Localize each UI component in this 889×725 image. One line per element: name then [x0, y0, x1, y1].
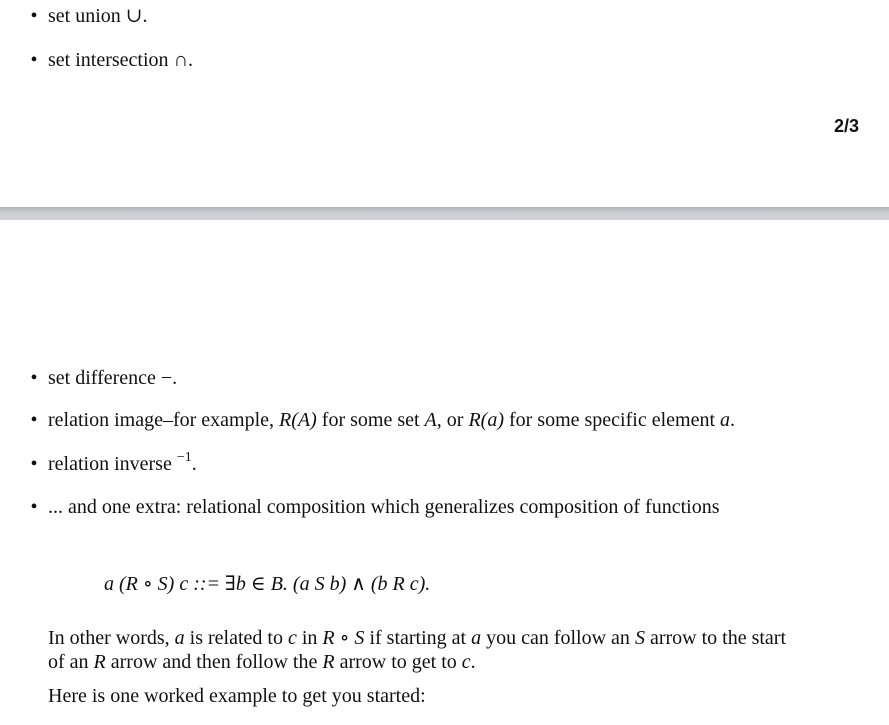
bullet-marker: • — [30, 453, 38, 475]
bullet-marker: • — [30, 49, 38, 71]
bullet-set-difference: set difference −. — [48, 367, 178, 389]
page-number: 2/3 — [833, 116, 859, 136]
bullet-relation-image: relation image–for example, R(A) for some set A, or R(a) for some specific element a. — [48, 409, 736, 431]
bullet-relational-composition: ... and one extra: relational composition which generalizes composition of functions — [48, 496, 720, 518]
paragraph-line: of an R arrow and then follow the R arrow to get to c. — [48, 651, 476, 673]
bullet-marker: • — [30, 367, 38, 389]
page-top — [0, 0, 889, 207]
page-separator — [0, 207, 889, 220]
bullet-marker: • — [30, 5, 38, 27]
page-bottom — [0, 220, 889, 725]
bullet-marker: • — [30, 409, 38, 431]
paragraph-worked-example: Here is one worked example to get you started: — [48, 685, 426, 707]
bullet-marker: • — [30, 496, 38, 518]
bullet-relation-inverse: relation inverse $^{-1}$. — [48, 450, 197, 475]
bullet-set-intersection: set intersection ∩. — [48, 49, 193, 71]
paragraph-line: In other words, a is related to c in R ∘ S if starting at a you can follow an S arrow to the start — [48, 627, 787, 649]
composition-formula: a (R ∘ S) c ::= ∃b ∈ B. (a S b) ∧ (b R c). — [104, 573, 431, 595]
bullet-set-union: set union ∪. — [48, 5, 148, 27]
